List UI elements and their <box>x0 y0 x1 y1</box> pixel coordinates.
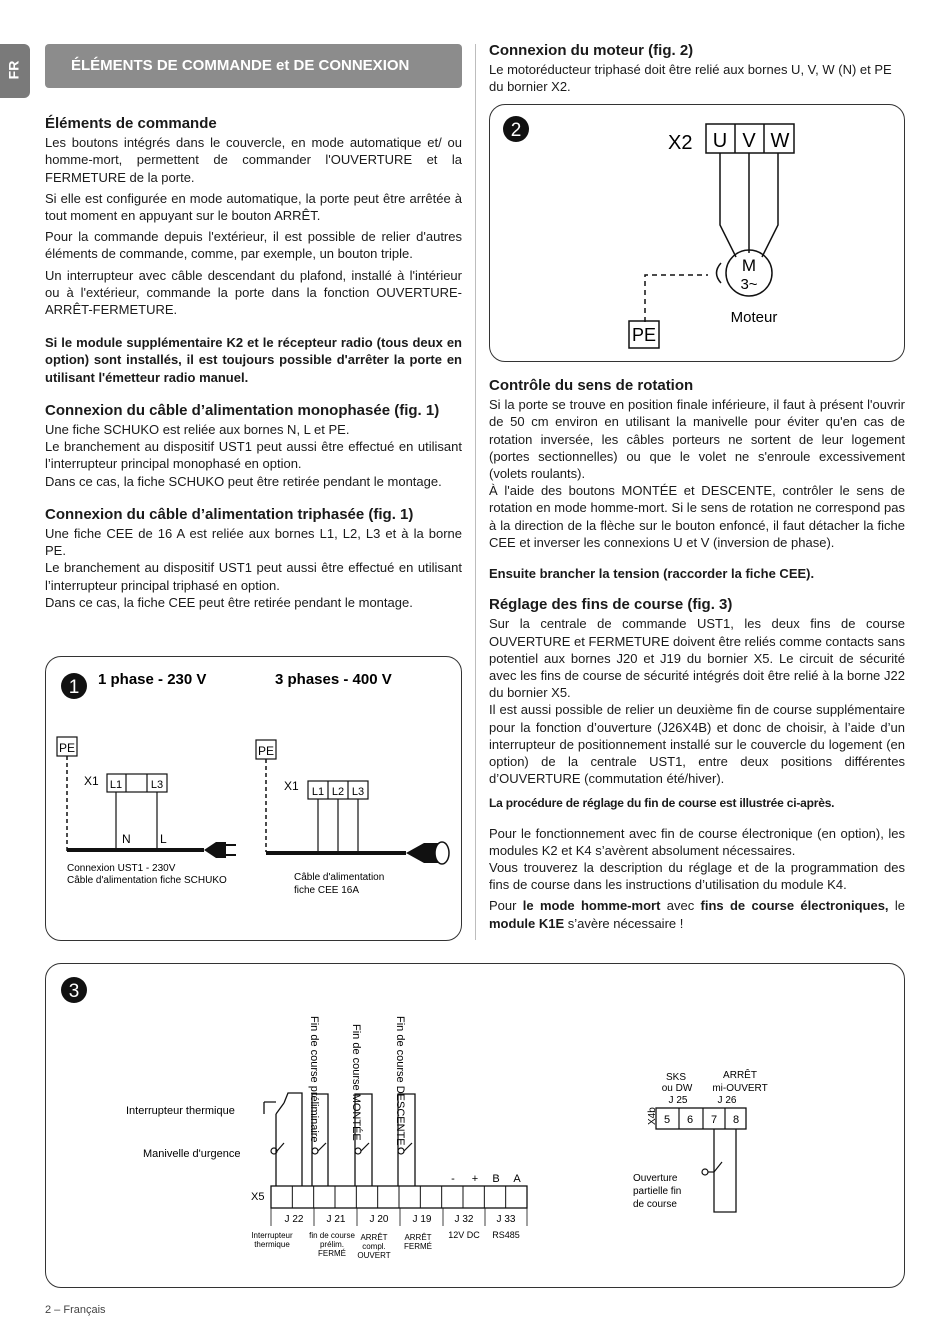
x4b-switch-wire <box>714 1129 736 1212</box>
terminal-j33: J 33 <box>496 1214 516 1225</box>
figure-1-box <box>45 656 462 941</box>
figure-3-diagram <box>46 964 904 1287</box>
bottom-j21a: fin de course <box>309 1231 355 1240</box>
label-fin-descente: Fin de course DESCENTE <box>394 1016 406 1146</box>
paragraph-module: Pour le mode homme-mort avec fins de course électroniques, le module K1E s’avère nécessaire ! <box>489 898 905 931</box>
terminal-l1: L1 <box>109 779 123 791</box>
terminal-u: U <box>712 130 728 152</box>
caption-2a: Câble d'alimentation <box>294 872 385 883</box>
figure-3-box <box>45 963 905 1288</box>
label-manivelle: Manivelle d'urgence <box>143 1148 241 1160</box>
heading-tri: Connexion du câble d’alimentation triphasée (fig. 1) <box>45 505 414 523</box>
bottom-j32: 12V DC <box>448 1230 480 1240</box>
paragraph: Une fiche CEE de 16 A est reliée aux bornes L1, L2, L3 et à la borne PE. <box>45 526 462 559</box>
x1-label: X1 <box>84 774 99 788</box>
x4b-label: X4b <box>647 1107 658 1125</box>
label-arret: ARRÊT <box>723 1070 757 1081</box>
ouverture-partielle-contact <box>702 1169 708 1175</box>
bottom-j20c: OUVERT <box>357 1251 391 1260</box>
moteur-label: Moteur <box>730 309 778 326</box>
paragraph: Le branchement au dispositif UST1 peut aussi être effectué en utilisant l’interrupteur principal triphasé en option. <box>45 560 462 593</box>
paragraph: Sur la centrale de commande UST1, les deux fins de course OUVERTURE et FERMETURE doivent être reliés comme contacts sans potentiel aux bornes J20 et J19 du bornier X5. Le circuit de sécurité avec les fins de course de sécurité intégrés doit être relié à la borne J22 du bornier X5. <box>489 616 905 701</box>
paragraph: Dans ce cas, la fiche SCHUKO peut être retirée pendant le montage. <box>45 473 442 489</box>
label-fin-montee: Fin de course MONTÉE <box>350 1024 362 1141</box>
pe-label: PE <box>257 744 275 758</box>
motor-3phase: 3~ <box>740 276 758 293</box>
figure-number: 1 <box>68 677 80 698</box>
terminal-l2: L2 <box>331 786 345 798</box>
thermal-switch <box>264 1102 284 1114</box>
motor-wires <box>720 153 778 257</box>
bottom-j20b: compl. <box>362 1242 386 1251</box>
title-1-phase: 1 phase - 230 V <box>98 671 207 688</box>
label-l: L <box>160 832 167 846</box>
label-mi-ouvert: mi-OUVERT <box>712 1083 768 1094</box>
terminal-7: 7 <box>710 1114 718 1126</box>
terminal-j22: J 22 <box>284 1214 304 1225</box>
paragraph: Il est aussi possible de relier un deuxième fin de course supplémentaire pour la fonction d’ouverture (J26X4B) et donc de choisir, à l’aide d’un interrupteur de positionnement installé sur le couvercle du logement (en option) de la centrale UST1, entre deux positions différentes d’OUVERTURE (commutation été/hiver). <box>489 702 905 787</box>
label-plus: + <box>471 1173 479 1185</box>
paragraph: À l'aide des boutons MONTÉE et DESCENTE, contrôler le sens de rotation en mode homme-mort. Si le sens de rotation ne correspond pas à la direction de la flèche sur le bouton enfoncé, il faut détacher la fiche CEE et inverser les connexions U et V (inversion de phase). <box>489 483 905 550</box>
pe-label: PE <box>631 325 657 345</box>
label-ouverture-2: partielle fin <box>633 1186 682 1197</box>
figure-1-diagram <box>46 657 461 940</box>
bottom-j19b: FERMÉ <box>404 1242 432 1251</box>
paragraph: Une fiche SCHUKO est reliée aux bornes N, L et PE. <box>45 422 350 438</box>
paragraph: Les boutons intégrés dans le couvercle, en mode automatique et/ ou homme-mort, permettent de commander l'OUVERTURE et la FERMETURE de la porte. <box>45 135 462 185</box>
terminal-l3: L3 <box>351 786 365 798</box>
caption-1a: Connexion UST1 - 230V <box>67 863 176 874</box>
label-a: A <box>513 1173 521 1185</box>
left-column <box>45 115 462 611</box>
terminal-v: V <box>742 130 756 152</box>
label-ouverture-1: Ouverture <box>633 1173 678 1184</box>
terminal-j19: J 19 <box>412 1214 432 1225</box>
section-banner: ÉLÉMENTS DE COMMANDE et DE CONNEXION <box>45 44 462 88</box>
paragraph: Le motoréducteur triphasé doit être relié aux bornes U, V, W (N) et PE du bornier X2. <box>489 62 892 95</box>
label-sks: SKS <box>665 1072 687 1083</box>
label-ouverture-3: de course <box>633 1199 677 1210</box>
label-n: N <box>122 832 131 846</box>
bottom-j22a: Interrupteur <box>251 1231 293 1240</box>
figure-2-diagram <box>490 105 904 361</box>
page-footer: 2 – Français <box>45 1304 106 1316</box>
right-column-top <box>489 42 905 100</box>
terminal-j21: J 21 <box>326 1214 346 1225</box>
schuko-plug <box>204 842 226 858</box>
heading-mono: Connexion du câble d’alimentation monophasée (fig. 1) <box>45 401 440 419</box>
caption-1b: Câble d'alimentation fiche SCHUKO <box>67 875 227 886</box>
paragraph: Le branchement au dispositif UST1 peut aussi être effectué en utilisant l’interrupteur principal monophasé en option. <box>45 439 462 472</box>
bottom-j20a: ARRÊT <box>360 1233 388 1242</box>
paragraph: Si la porte se trouve en position finale inférieure, il faut à présent l'ouvrir de 50 cm environ en utilisant la manivelle pour éviter qu'en cas de rotation inversée, les câbles porteurs ne sortent de leur logement (portes sectionnelles) ou que le volet ne s'enroule excessivement (volets roulants). <box>489 397 905 482</box>
pe-label: PE <box>58 741 76 755</box>
terminal-j25: J 25 <box>668 1095 688 1106</box>
terminal-5: 5 <box>663 1114 671 1126</box>
bottom-j21c: FERMÉ <box>318 1249 346 1258</box>
right-column-bottom <box>489 377 905 936</box>
heading-fins: Réglage des fins de course (fig. 3) <box>489 596 733 614</box>
paragraph-bold: Ensuite brancher la tension (raccorder la fiche CEE). <box>489 566 815 582</box>
pe-dashed-wire <box>645 275 708 322</box>
cee-plug <box>406 843 438 863</box>
heading-sens: Contrôle du sens de rotation <box>489 377 694 394</box>
label-minus: - <box>451 1173 455 1185</box>
paragraph: Vous trouverez la description du réglage et de la programmation des fins de course dans les instructions d’utilisation du module K4. <box>489 860 905 893</box>
fin-prelim-contact <box>312 1148 318 1154</box>
terminal-6: 6 <box>686 1114 694 1126</box>
heading-moteur: Connexion du moteur (fig. 2) <box>489 42 694 59</box>
bottom-j19a: ARRÊT <box>404 1233 432 1242</box>
figure-number: 3 <box>68 981 80 1002</box>
figure-2-box <box>489 104 905 362</box>
x5-label: X5 <box>251 1191 265 1203</box>
language-tab: FR <box>0 44 30 98</box>
label-ou-dw: ou DW <box>661 1083 693 1094</box>
terminal-w: W <box>770 130 790 152</box>
terminal-8: 8 <box>732 1114 740 1126</box>
motor-m: M <box>741 256 757 275</box>
terminal-j32: J 32 <box>454 1214 474 1225</box>
caption-2b: fiche CEE 16A <box>294 885 360 896</box>
terminal-j26: J 26 <box>717 1095 737 1106</box>
fin-descente-contact <box>398 1148 404 1154</box>
label-fin-prelim: Fin de course préliminaire <box>308 1016 320 1143</box>
paragraph: Si elle est configurée en mode automatique, la porte peut être arrêtée à tout moment en appuyant sur le bouton ARRÊT. <box>45 190 462 224</box>
bottom-j33: RS485 <box>492 1230 520 1240</box>
label-interrupteur-thermique: Interrupteur thermique <box>126 1105 235 1117</box>
bottom-j22b: thermique <box>254 1240 290 1249</box>
terminal-j20: J 20 <box>369 1214 389 1225</box>
terminal-l3: L3 <box>150 779 164 791</box>
figure-number: 2 <box>510 120 522 141</box>
terminal-l1: L1 <box>311 786 325 798</box>
paragraph: Un interrupteur avec câble descendant du plafond, installé à l'intérieur ou à l'extérieur, commande la porte dans la fonction OUVERTURE-ARRÊT-FERMETURE. <box>45 267 462 318</box>
paragraph: Pour le fonctionnement avec fin de course électronique (en option), les modules K2 et K4 s’avèrent absolument nécessaires. <box>489 825 905 858</box>
title-3-phases: 3 phases - 400 V <box>275 671 392 688</box>
bottom-j21b: prélim. <box>319 1240 345 1249</box>
paragraph: Dans ce cas, la fiche CEE peut être retirée pendant le montage. <box>45 594 413 610</box>
x1-label: X1 <box>284 779 299 793</box>
fin-montee-contact <box>355 1148 361 1154</box>
x5-terminal-dividers <box>292 1186 517 1208</box>
paragraph-bold: Si le module supplémentaire K2 et le récepteur radio (tous deux en option) sont installés, il est toujours possible d'arrêter la porte en utilisant l'émetteur radio manuel. <box>45 335 462 385</box>
paragraph-bold: La procédure de réglage du fin de course est illustrée ci-après. <box>489 796 835 811</box>
x2-label: X2 <box>668 132 693 154</box>
label-b: B <box>492 1173 500 1185</box>
column-divider <box>475 44 476 940</box>
paragraph: Pour la commande depuis l'extérieur, il est possible de relier d'autres éléments de commande, comme, par exemple, un bouton triple. <box>45 229 462 262</box>
heading-elements-commande: Éléments de commande <box>45 115 217 132</box>
